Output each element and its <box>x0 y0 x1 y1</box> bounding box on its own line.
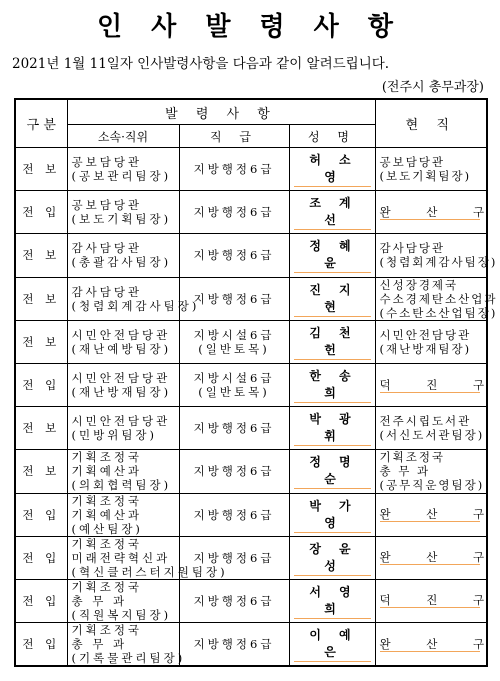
grade-line: 지방시설6급 <box>193 371 275 386</box>
post-line: (총괄감사팀장) <box>71 255 172 270</box>
current-line: 신성장경제국 <box>379 277 459 292</box>
row-grade <box>179 234 289 277</box>
table-row <box>15 493 487 536</box>
post-line: (재난방재팀장) <box>71 385 172 400</box>
current-line: 완 산 구 <box>379 636 500 651</box>
row-current <box>375 148 487 191</box>
current-line: 시민안전담당관 <box>379 327 472 342</box>
row-current <box>375 363 500 406</box>
current-line: (공무직운영팀장) <box>379 478 485 493</box>
row-post <box>67 148 179 191</box>
person-name: 박가영 <box>294 497 371 533</box>
current-line: 총 무 과 <box>379 464 431 479</box>
post-line: 공보담당관 <box>71 198 143 213</box>
row-name <box>289 363 375 406</box>
row-type: 전 입 <box>15 579 67 622</box>
post-line: (민방위팀장) <box>71 428 158 443</box>
row-name <box>289 191 375 234</box>
grade-line: 지방시설6급 <box>193 327 275 342</box>
header-grade: 직 급 <box>179 125 289 148</box>
post-line: (공보관리팀장) <box>71 169 172 184</box>
current-line: 완 산 구 <box>379 550 500 565</box>
post-line: 감사담당관 <box>71 284 143 299</box>
row-type: 전 입 <box>15 493 67 536</box>
post-line: (재난예방팀장) <box>71 341 172 356</box>
header-gubun: 구 분 <box>15 99 67 148</box>
row-name <box>289 579 375 622</box>
grade-line: 지방행정6급 <box>193 550 275 565</box>
table-row <box>15 623 487 667</box>
row-grade <box>179 277 289 320</box>
intro-text: 2021년 1월 11일자 인사발령사항을 다음과 같이 알려드립니다. <box>12 56 390 72</box>
post-line: 미래전략혁신과 <box>71 550 171 565</box>
row-type: 전 입 <box>15 623 67 667</box>
post-line: (보도기획팀장) <box>71 212 172 227</box>
table-row <box>15 277 487 320</box>
grade-line: 지방행정6급 <box>193 507 275 522</box>
post-line: 총 무 과 <box>71 593 128 608</box>
person-name: 조계선 <box>294 194 371 230</box>
table-row <box>15 234 487 277</box>
row-name <box>289 536 375 579</box>
grade-line: 지방행정6급 <box>193 464 275 479</box>
row-current <box>375 450 487 493</box>
table-row <box>15 536 487 579</box>
current-line: 감사담당관 <box>379 241 446 256</box>
current-line: (보도기획팀장) <box>379 169 472 184</box>
row-post <box>67 277 200 320</box>
current-line: 기획조정국 <box>379 450 446 465</box>
current-line: (재난방재팀장) <box>379 341 472 356</box>
post-line: 시민안전담당관 <box>71 327 171 342</box>
grade-line: 지방행정6급 <box>193 162 275 177</box>
table-row <box>15 148 487 191</box>
post-line: 감사담당관 <box>71 241 143 256</box>
source-department: (전주시 총무과장) <box>381 80 484 95</box>
post-line: (기록물관리팀장) <box>71 651 186 666</box>
current-line: 공보담당관 <box>379 155 446 170</box>
table-body <box>15 148 500 667</box>
row-type: 전 보 <box>15 234 67 277</box>
current-line: 수소경제탄소산업과 <box>379 291 498 306</box>
row-name <box>289 234 375 277</box>
row-name <box>289 623 375 667</box>
current-line: (청렴회계감사팀장) <box>379 255 498 270</box>
row-type: 전 입 <box>15 363 67 406</box>
row-grade <box>179 579 289 622</box>
row-grade <box>179 191 289 234</box>
person-name: 이예은 <box>294 626 371 662</box>
person-name: 김천헌 <box>294 324 371 360</box>
row-type: 전 보 <box>15 450 67 493</box>
row-type: 전 보 <box>15 148 67 191</box>
row-name <box>289 148 375 191</box>
row-current <box>375 579 500 622</box>
row-grade <box>179 320 289 363</box>
current-line: 완 산 구 <box>379 507 500 522</box>
row-post <box>67 579 179 622</box>
row-grade <box>179 623 289 667</box>
table-row <box>15 407 487 450</box>
person-name: 진지현 <box>294 281 371 317</box>
header-balryeong: 발 령 사 항 <box>67 99 375 125</box>
header-current: 현 직 <box>375 99 487 148</box>
person-name: 정혜윤 <box>294 237 371 273</box>
grade-line: (일반토목) <box>198 385 270 400</box>
row-grade <box>179 148 289 191</box>
grade-line: 지방행정6급 <box>193 248 275 263</box>
current-line: (수소탄소산업팀장) <box>379 305 498 320</box>
post-line: (의회협력팀장) <box>71 478 172 493</box>
row-current <box>375 191 500 234</box>
table-row <box>15 191 487 234</box>
row-name <box>289 493 375 536</box>
grade-line: 지방행정6급 <box>193 637 275 652</box>
person-name: 한송희 <box>294 367 371 403</box>
row-current <box>375 536 500 579</box>
table-row <box>15 450 487 493</box>
grade-line: 지방행정6급 <box>193 205 275 220</box>
grade-line: 지방행정6급 <box>193 593 275 608</box>
post-line: 기획조정국 <box>71 450 143 465</box>
row-post <box>67 623 186 667</box>
row-type: 전 보 <box>15 407 67 450</box>
document-title: 인 사 발 령 사 항 <box>97 12 403 42</box>
table-row <box>15 363 487 406</box>
row-name <box>289 407 375 450</box>
post-line: (혁신클러스터지원팀장) <box>71 564 228 579</box>
post-line: 시민안전담당관 <box>71 371 171 386</box>
post-line: 기획조정국 <box>71 579 143 594</box>
row-post <box>67 493 179 536</box>
current-line: (서신도서관팀장) <box>379 428 485 443</box>
current-line: 덕 진 구 <box>379 593 500 608</box>
table-row <box>15 579 487 622</box>
header-post: 소속·직위 <box>67 125 179 148</box>
row-current <box>375 277 498 320</box>
row-name <box>289 450 375 493</box>
row-type: 전 보 <box>15 320 67 363</box>
post-line: 기획조정국 <box>71 493 143 508</box>
current-line: 덕 진 구 <box>379 377 500 392</box>
row-name <box>289 277 375 320</box>
row-grade <box>179 493 289 536</box>
post-line: (직원복지팀장) <box>71 607 172 622</box>
person-name: 정명순 <box>294 453 371 489</box>
row-current <box>375 493 500 536</box>
post-line: (청렴회계감사팀장) <box>71 298 200 313</box>
row-name <box>289 320 375 363</box>
post-line: 시민안전담당관 <box>71 414 171 429</box>
grade-line: 지방행정6급 <box>193 291 275 306</box>
row-type: 전 입 <box>15 191 67 234</box>
post-line: (예산팀장) <box>71 521 143 536</box>
row-post <box>67 536 228 579</box>
row-post <box>67 234 179 277</box>
row-current <box>375 623 500 667</box>
row-post <box>67 450 179 493</box>
row-current <box>375 234 498 277</box>
row-grade <box>179 407 289 450</box>
table-row <box>15 320 487 363</box>
post-line: 기획조정국 <box>71 623 143 638</box>
row-post <box>67 363 179 406</box>
person-name: 박광휘 <box>294 410 371 446</box>
row-type: 전 입 <box>15 536 67 579</box>
grade-line: 지방행정6급 <box>193 421 275 436</box>
row-grade <box>179 363 289 406</box>
current-line: 전주시립도서관 <box>379 414 472 429</box>
row-current <box>375 320 487 363</box>
grade-line: (일반토목) <box>198 341 270 356</box>
person-name: 장윤성 <box>294 540 371 576</box>
row-grade <box>179 450 289 493</box>
row-post <box>67 191 179 234</box>
post-line: 기획예산과 <box>71 464 143 479</box>
row-type: 전 보 <box>15 277 67 320</box>
post-line: 기획예산과 <box>71 507 143 522</box>
current-line: 완 산 구 <box>379 204 500 219</box>
row-current <box>375 407 487 450</box>
post-line: 기획조정국 <box>71 536 143 551</box>
header-name: 성 명 <box>289 125 375 148</box>
row-post <box>67 320 179 363</box>
person-name: 허소영 <box>294 151 371 187</box>
post-line: 총 무 과 <box>71 637 128 652</box>
row-post <box>67 407 179 450</box>
post-line: 공보담당관 <box>71 155 143 170</box>
personnel-table <box>14 98 500 667</box>
person-name: 서영희 <box>294 583 371 619</box>
